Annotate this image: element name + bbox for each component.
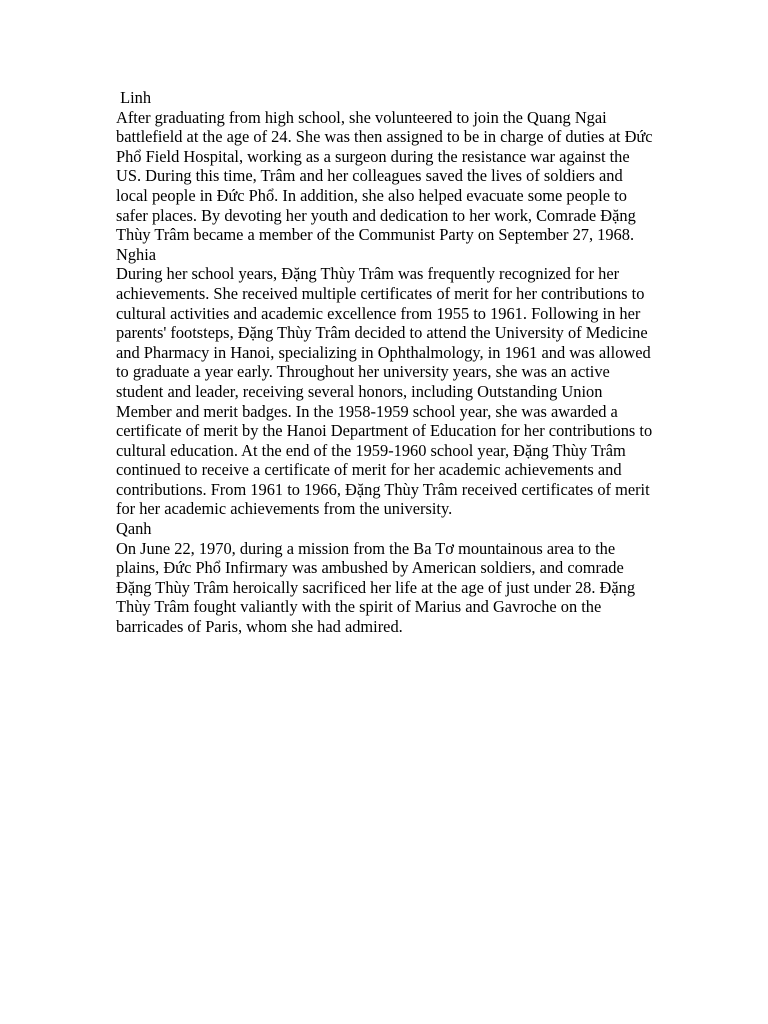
section-body: After graduating from high school, she volunteered to join the Quang Ngai battlefield at the age of 24. She was then assigned to be in charge of duties at Đức Phổ Field Hospital, working as a surgeon during the resistance war against the US. During this time, Trâm and her colleagues saved the lives of soldiers and local people in Đức Phổ. In addition, she also helped evacuate some people to safer places. By devoting her youth and dedication to her work, Comrade Đặng Thùy Trâm became a member of the Communist Party on September 27, 1968. (116, 107, 653, 245)
document-page (116, 88, 656, 637)
section-author: Nghia (116, 244, 157, 264)
section-body: On June 22, 1970, during a mission from the Ba Tơ mountainous area to the plains, Đức Phổ Infirmary was ambushed by American soldiers, and comrade Đặng Thùy Trâm heroically sacrificed her life at the age of just under 28. Đặng Thùy Trâm fought valiantly with the spirit of Marius and Gavroche on the barricades of Paris, whom she had admired. (116, 538, 636, 637)
section-author: Linh (116, 88, 152, 107)
section-nghia (116, 245, 656, 519)
section-author: Qanh (116, 519, 152, 539)
section-qanh (116, 519, 656, 637)
section-linh (116, 88, 656, 245)
section-body: During her school years, Đặng Thùy Trâm was frequently recognized for her achievements. She received multiple certificates of merit for her contributions to cultural activities and academic excellence from 1955 to 1961. Following in her parents' footsteps, Đặng Thùy Trâm decided to attend the University of Medicine and Pharmacy in Hanoi, specializing in Ophthalmology, in 1961 and was allowed to graduate a year early. Throughout her university years, she was an active student and leader, receiving several honors, including Outstanding Union Member and merit badges. In the 1958-1959 school year, she was awarded a certificate of merit by the Hanoi Department of Education for her contributions to cultural education. At the end of the 1959-1960 school year, Đặng Thùy Trâm continued to receive a certificate of merit for her academic achievements and contributions. From 1961 to 1966, Đặng Thùy Trâm received certificates of merit for her academic achievements from the university. (116, 264, 653, 519)
